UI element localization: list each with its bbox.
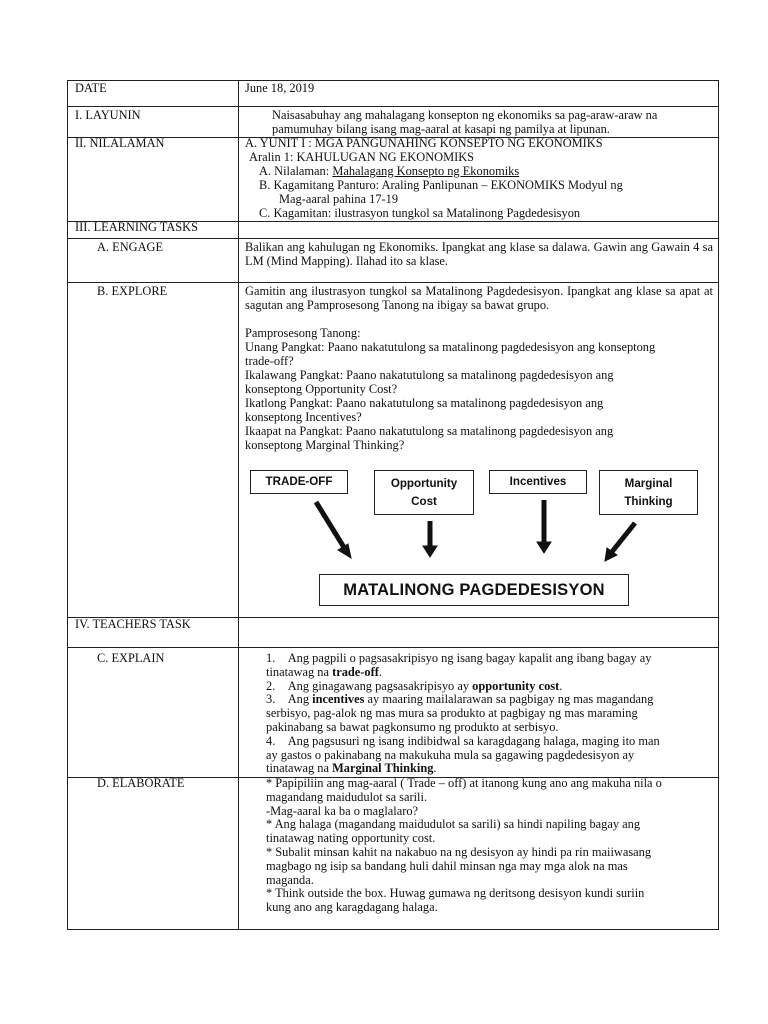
marginal-thinking-label-1: Marginal	[624, 476, 673, 490]
lesson-plan-table	[67, 80, 719, 930]
explain-item-3-line-2: serbisyo, pag-alok ng mas mura sa produkto at pagbigay ng mas maraming	[266, 706, 638, 721]
item-number: 4.	[266, 733, 276, 748]
explain-item-3-line-3: pakinabang sa bawat pagkonsumo ng produkto at serbisyo.	[266, 719, 559, 734]
explain-item-2	[266, 680, 716, 694]
explain-item-3	[266, 693, 716, 707]
result-label: MATALINONG PAGDEDESISYON	[343, 580, 605, 599]
text: tinatawag na	[266, 761, 333, 776]
question-3-line-2: konseptong Incentives?	[245, 410, 362, 424]
term-incentives: incentives	[312, 692, 365, 707]
elaborate-text	[266, 777, 716, 915]
nilalaman-line-6: C. Kagamitan: ilustrasyon tungkol sa Matalinong Pagdedesisyon	[259, 206, 581, 220]
explain-label: C. EXPLAIN	[97, 651, 165, 665]
arrow-opportunity-cost	[423, 521, 437, 557]
explain-item-4-line-3	[266, 762, 716, 776]
result-box	[319, 574, 629, 606]
text: ay maaring mailalarawan sa pagbigay ng mas magandang	[364, 692, 654, 707]
layunin-label: I. LAYUNIN	[75, 108, 141, 122]
opportunity-cost-label-1: Opportunity	[390, 476, 458, 490]
text: tinatawag na	[266, 664, 333, 679]
text: Ang	[287, 692, 313, 707]
explain-item-1	[266, 652, 716, 666]
question-2-line-1: Ikalawang Pangkat: Paano nakatutulong sa matalinong pagdedesisyon ang	[245, 368, 614, 382]
explain-item-4	[266, 735, 716, 749]
elaborate-line: magbago ng isip sa bandang huli dahil minsan nga may mga alok na mas	[266, 858, 628, 873]
engage-label: A. ENGAGE	[97, 240, 164, 254]
incentives-label: Incentives	[509, 475, 567, 488]
nilalaman-line-5: Mag-aaral pahina 17-19	[279, 192, 399, 206]
explain-item-1-line-1: Ang pagpili o pagsasakripisyo ng isang bagay kapalit ang ibang bagay ay	[287, 651, 652, 665]
elaborate-line: * Think outside the box. Huwag gumawa ng deritsong desisyon kundi suriin	[266, 886, 645, 901]
arrow-marginal-thinking	[605, 523, 635, 561]
explain-item-4-line-1: Ang pagsusuri ng isang indibidwal sa karagdagang halaga, maging ito man	[287, 733, 660, 748]
question-1-line-2: trade-off?	[245, 354, 294, 368]
item-number: 3.	[266, 692, 276, 707]
explain-item-1-cont	[266, 666, 716, 680]
item-number: 2.	[266, 678, 276, 693]
trade-off-label: TRADE-OFF	[265, 475, 333, 488]
arrow-trade-off	[316, 502, 351, 558]
elaborate-line: * Papipiliin ang mag-aaral ( Trade – off) at itanong kung ano ang makuha nila o	[266, 776, 662, 790]
term-marginal-thinking: Marginal Thinking	[332, 761, 434, 776]
item-number: 1.	[266, 651, 276, 665]
elaborate-line: -Mag-aaral ka ba o maglalaro?	[266, 803, 419, 818]
layunin-line-1: Naisasabuhay ang mahalagang konsepton ng ekonomiks sa pag-araw-araw na	[272, 108, 658, 122]
learning-tasks-label: III. LEARNING TASKS	[75, 220, 199, 234]
text: .	[378, 664, 382, 679]
nilalaman-prefix: A. Nilalaman:	[259, 164, 330, 178]
term-opportunity-cost: opportunity cost	[472, 678, 560, 693]
text: .	[559, 678, 563, 693]
elaborate-line: * Subalit minsan kahit na nakabuo na ng desisyon ay hindi pa rin maiiwasang	[266, 844, 652, 859]
elaborate-label: D. ELABORATE	[97, 776, 185, 790]
question-3-line-1: Ikatlong Pangkat: Paano nakatutulong sa matalinong pagdedesisyon ang	[245, 396, 604, 410]
nilalaman-label: II. NILALAMAN	[75, 136, 165, 150]
question-4-line-1: Ikaapat na Pangkat: Paano nakatutulong sa matalinong pagdedesisyon ang	[245, 424, 614, 438]
explore-intro: Gamitin ang ilustrasyon tungkol sa Matalinong Pagdedesisyon. Ipangkat ang klase sa apat at sagutan ang Pamprosesong Tanong na ibigay sa bawat grupo.	[245, 284, 713, 312]
text: .	[433, 761, 437, 776]
nilalaman-line-2: Aralin 1: KAHULUGAN NG EKONOMIKS	[249, 150, 475, 164]
nilalaman-line-1: A. YUNIT I : MGA PANGUNAHING KONSEPTO NG EKONOMIKS	[245, 136, 603, 150]
nilalaman-line-4: B. Kagamitang Panturo: Araling Panlipunan – EKONOMIKS Modyul ng	[259, 178, 623, 192]
date-label: DATE	[75, 81, 107, 95]
arrow-incentives	[537, 500, 551, 553]
elaborate-line: maganda.	[266, 872, 314, 887]
layunin-line-2: pamumuhay bilang isang mag-aaral at kasapi ng pamilya at lipunan.	[272, 122, 610, 136]
elaborate-line: kung ano ang karagdagang halaga.	[266, 900, 438, 915]
engage-text: Balikan ang kahulugan ng Ekonomiks. Ipangkat ang klase sa dalawa. Gawin ang Gawain 4 sa LM (Mind Mapping). Ilahad ito sa klase.	[245, 240, 713, 268]
text: Ang ginagawang pagsasakripisyo ay	[287, 678, 473, 693]
term-trade-off: trade-off	[332, 664, 379, 679]
question-2-line-2: konseptong Opportunity Cost?	[245, 382, 398, 396]
elaborate-line: * Ang halaga (magandang maidudulot sa sarili) sa hindi napiling bagay ang	[266, 817, 641, 832]
question-1-line-1: Unang Pangkat: Paano nakatutulong sa matalinong pagdedesisyon ang konseptong	[245, 340, 656, 354]
nilalaman-topic: Mahalagang Konsepto ng Ekonomiks	[332, 164, 520, 178]
teachers-task-label: IV. TEACHERS TASK	[75, 617, 191, 631]
explore-label: B. EXPLORE	[97, 284, 168, 298]
question-4-line-2: konseptong Marginal Thinking?	[245, 438, 405, 452]
date-value: June 18, 2019	[245, 81, 315, 95]
marginal-thinking-label-2: Thinking	[624, 494, 673, 508]
elaborate-line: magandang maidudulot sa sarili.	[266, 789, 428, 804]
explain-item-4-line-2: ay gastos o pakinabang na makukuha mula sa gagawing pagdedesisyon ay	[266, 747, 635, 762]
elaborate-line: tinatawag nating opportunity cost.	[266, 831, 436, 846]
explain-list	[266, 652, 716, 776]
questions-title: Pamprosesong Tanong:	[245, 326, 361, 340]
opportunity-cost-label-2: Cost	[411, 494, 437, 508]
